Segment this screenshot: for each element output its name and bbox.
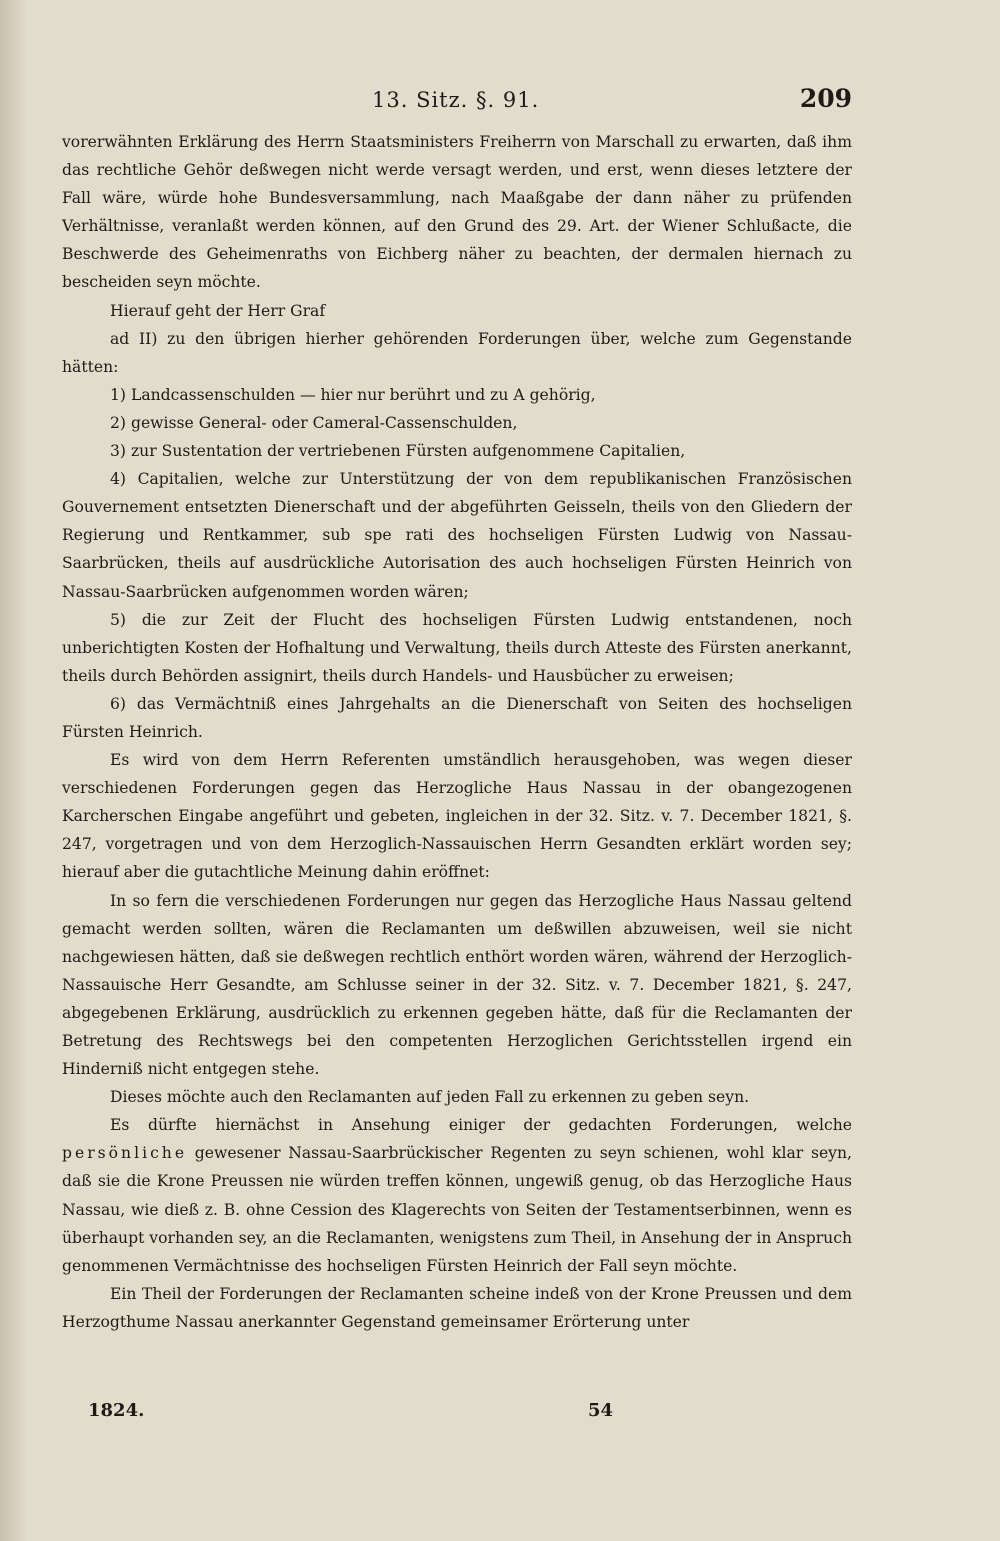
paragraph-3: ad II) zu den übrigen hierher gehörenden Forderungen über, welche zum Gegenstande hätten:	[62, 329, 852, 376]
page-binding-shadow	[0, 0, 28, 1541]
spaced-word-persoenliche: persönliche	[62, 1144, 188, 1163]
paragraph-2: Hierauf geht der Herr Graf	[110, 301, 326, 320]
page-footer	[88, 1400, 708, 1430]
footer-signature: 54	[588, 1400, 614, 1421]
running-head: 13. Sitz. §. 91.	[372, 88, 540, 112]
footer-year: 1824.	[88, 1400, 145, 1421]
paragraph-ein-theil: Ein Theil der Forderungen der Reclamanten scheine indeß von der Krone Preussen und dem Herzogthume Nassau anerkannter Gegenstand gemeinsamer Erörterung unter	[62, 1284, 852, 1331]
list-item-5: 5) die zur Zeit der Flucht des hochseligen Fürsten Ludwig entstandenen, noch unberichtigten Kosten der Hofhaltung und Verwaltung, theils durch Atteste des Fürsten anerkannt, theils durch Behörden assignirt, theils durch Handels- und Hausbücher zu erweisen;	[62, 610, 852, 685]
list-item-1: 1) Landcassenschulden — hier nur berührt und zu A gehörig,	[110, 385, 596, 404]
list-item-3: 3) zur Sustentation der vertriebenen Fürsten aufgenommene Capitalien,	[110, 442, 686, 461]
paragraph-referent: Es wird von dem Herrn Referenten umständlich herausgehoben, was wegen dieser verschiedenen Forderungen gegen das Herzogliche Haus Nassau in der obangezogenen Karcherschen Eingabe angeführt und gebeten, ingleichen in der 32. Sitz. v. 7. December 1821, §. 247, vorgetragen und von dem Herzoglich-Nassauischen Herrn Gesandten erklärt worden sey; hierauf aber die gutachtliche Meinung dahin eröffnet:	[62, 751, 852, 882]
page-header	[62, 84, 852, 124]
paragraph-es-duerfte-pre: Es dürfte hiernächst in Ansehung einiger der gedachten Forderungen, welche	[110, 1116, 852, 1135]
paragraph-dieses: Dieses möchte auch den Reclamanten auf jeden Fall zu erkennen zu geben seyn.	[110, 1088, 750, 1107]
list-item-2: 2) gewisse General- oder Cameral-Cassenschulden,	[110, 413, 518, 432]
page-number: 209	[799, 84, 852, 113]
body-text	[62, 128, 852, 1336]
paragraph-1: vorerwähnten Erklärung des Herrn Staatsministers Freiherrn von Marschall zu erwarten, daß ihm das rechtliche Gehör deßwegen nicht werde versagt werden, und erst, wenn dieses letztere der Fall wäre, würde hohe Bundesversammlung, nach Maaßgabe der dann näher zu prüfenden Verhältnisse, veranlaßt werden können, auf den Grund des 29. Art. der Wiener Schlußacte, die Beschwerde des Geheimenraths von Eichberg näher zu beachten, der dermalen hiernach zu bescheiden seyn möchte.	[62, 133, 852, 292]
list-item-4: 4) Capitalien, welche zur Unterstützung der von dem republikanischen Französischen Gouvernement entsetzten Dienerschaft und der abgeführten Geisseln, theils von den Gliedern der Regierung und Rentkammer, sub spe rati des hochseligen Fürsten Ludwig von Nassau-Saarbrücken, theils auf ausdrückliche Autorisation des auch hochseligen Fürsten Heinrich von Nassau-Saarbrücken aufgenommen worden wären;	[62, 470, 852, 601]
paragraph-opinion: In so fern die verschiedenen Forderungen nur gegen das Herzogliche Haus Nassau geltend gemacht werden sollten, wären die Reclamanten um deßwillen abzuweisen, weil sie nicht nachgewiesen hätten, daß sie deßwegen rechtlich enthört worden wären, während der Herzoglich-Nassauische Herr Gesandte, am Schlusse seiner in der 32. Sitz. v. 7. December 1821, §. 247, abgegebenen Erklärung, ausdrücklich zu erkennen gegeben hätte, daß für die Reclamanten der Betretung des Rechtswegs bei den competenten Herzoglichen Gerichtsstellen irgend ein Hinderniß nicht entgegen stehe.	[62, 891, 852, 1079]
list-item-6: 6) das Vermächtniß eines Jahrgehalts an die Dienerschaft von Seiten des hochseligen Fürsten Heinrich.	[62, 694, 852, 741]
paragraph-es-duerfte	[62, 1111, 852, 1280]
paragraph-es-duerfte-post: gewesener Nassau-Saarbrückischer Regenten zu seyn schienen, wohl klar seyn, daß sie die Krone Preussen nie würden treffen können, ungewiß genug, ob das Herzogliche Haus Nassau, wie dieß z. B. ohne Cession des Klagerechts von Seiten der Testamentserbinnen, wenn es überhaupt vorhanden sey, an die Reclamanten, wenigstens zum Theil, in Ansehung der in Anspruch genommenen Vermächtnisse des hochseligen Fürsten Heinrich der Fall seyn möchte.	[62, 1144, 852, 1275]
